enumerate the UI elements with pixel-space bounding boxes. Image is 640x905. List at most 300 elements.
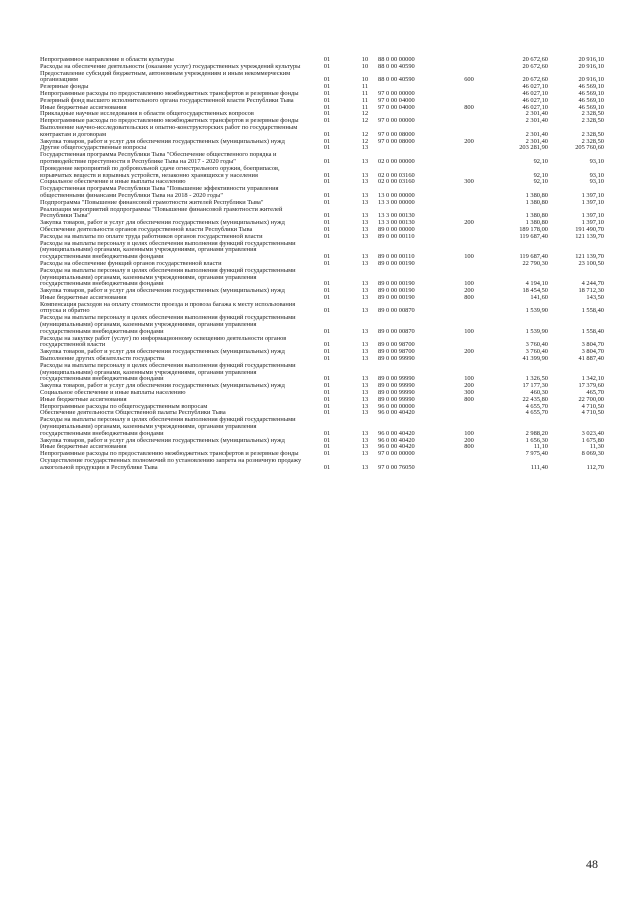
row-amount-year-2: 121 139,70 [575,232,604,240]
row-expense-type-code: 200 [464,219,474,227]
row-section-code: 01 [323,395,331,403]
row-name: Непрограммное направление в области культуры [40,56,174,63]
row-amount-year-1: 46 027,10 [522,103,548,111]
row-expense-type-code [450,410,488,417]
row-subsection-code: 13 [361,157,369,165]
row-section-code: 01 [323,307,331,315]
row-expense-type-code [450,404,488,411]
row-name: Иные бюджетные ассигнования [40,443,127,451]
row-subsection-code: 13 [361,253,369,261]
row-amount-year-2: 4 710,50 [581,409,604,417]
row-section-code: 01 [323,62,331,70]
row-amount-year-1: 3 760,40 [525,348,548,356]
row-target-article-code: 13 3 00 00130 [378,212,415,220]
row-section-code: 01 [323,96,331,104]
row-amount-year-1: 119 687,40 [519,253,548,261]
row-amount-year-2: 1 397,10 [581,191,604,199]
row-name: Закупка товаров, работ и услуг для обеспечения государственных (муниципальных) нужд [40,382,285,390]
row-amount-year-2: 93,10 [589,157,604,165]
row-target-article-code: 02 0 00 03160 [378,178,415,186]
row-amount-year-2: 121 139,70 [575,253,604,261]
row-section-code: 01 [323,253,331,261]
row-target-article-code: 89 0 00 00190 [378,259,415,267]
row-subsection-code: 13 [361,436,369,444]
row-subsection-code: 13 [361,348,369,356]
row-expense-type-code [450,451,488,458]
row-target-article-code: 97 0 00 04000 [378,96,415,104]
row-name: Расходы на выплаты персоналу в целях обеспечения выполнения функций государственными (муниципальными) органами, казенными учреждениями, органами управления государственными внебюджетными фондами [40,314,296,335]
table-row [40,125,604,139]
row-subsection-code: 11 [361,89,369,97]
row-section-code: 01 [323,341,331,349]
row-section-code: 01 [323,56,331,63]
row-target-article-code: 89 0 00 00110 [378,232,415,240]
row-amount-year-2: 3 023,40 [581,429,604,437]
row-amount-year-1: 1 380,80 [525,212,548,220]
row-amount-year-1: 92,10 [533,157,548,165]
row-target-article-code: 88 0 00 40590 [378,62,415,70]
row-target-article-code: 89 0 00 00000 [378,225,415,233]
row-section-code: 01 [323,382,331,390]
row-amount-year-2: 11,30 [589,443,604,451]
row-amount-year-2: 191 490,70 [575,225,604,233]
row-section-code: 01 [323,375,331,383]
row-target-article-code: 97 0 00 00000 [378,89,415,97]
row-name: Закупка товаров, работ и услуг для обеспечения государственных (муниципальных) нужд [40,219,285,227]
table-row [40,336,604,350]
row-name: Закупка товаров, работ и услуг для обеспечения государственных (муниципальных) нужд [40,436,285,444]
row-expense-type-code: 100 [464,253,474,261]
row-expense-type-code: 100 [464,327,474,335]
row-amount-year-1: 20 672,60 [522,62,548,70]
row-expense-type-code: 100 [464,280,474,288]
row-amount-year-2: 143,50 [586,293,604,301]
row-target-article-code: 13 3 00 00000 [378,198,415,206]
row-target-article-code: 89 0 00 99990 [378,355,415,363]
row-amount-year-2: 41 887,40 [578,355,604,363]
row-subsection-code: 11 [361,103,369,111]
row-name: Другие общегосударственные вопросы [40,144,147,152]
row-subsection-code: 13 [361,450,369,458]
row-subsection-code: 12 [361,137,369,145]
row-expense-type-code [450,152,488,166]
row-expense-type-code [450,145,488,152]
row-subsection-code: 11 [361,96,369,104]
row-amount-year-2: 20 916,10 [578,56,604,63]
row-section-code: 01 [323,225,331,233]
row-amount-year-2: 8 069,30 [581,450,604,458]
row-amount-year-2: 3 804,70 [581,348,604,356]
row-section-code: 01 [323,219,331,227]
row-name: Иные бюджетные ассигнования [40,293,127,301]
row-amount-year-2: 93,10 [589,171,604,179]
row-target-article-code: 97 0 00 76050 [378,463,415,471]
table-row [40,458,604,472]
row-amount-year-1: 92,10 [533,171,548,179]
row-subsection-code: 10 [361,62,369,70]
row-name: Подпрограмма "Повышение финансовой грамотности жителей Республики Тыва" [40,198,264,206]
row-subsection-code: 12 [361,110,369,118]
row-expense-type-code [450,111,488,118]
row-amount-year-1: 46 027,10 [522,89,548,97]
row-target-article-code: 96 0 00 40420 [378,443,415,451]
row-expense-type-code [450,186,488,200]
row-target-article-code: 89 0 00 00190 [378,287,415,295]
row-target-article-code: 89 0 00 99990 [378,375,415,383]
row-amount-year-2: 1 675,80 [581,436,604,444]
row-expense-type-code [450,336,488,350]
row-expense-type-code: 200 [464,382,474,390]
row-subsection-code: 12 [361,130,369,138]
row-name: Закупка товаров, работ и услуг для обеспечения государственных (муниципальных) нужд [40,287,285,295]
row-expense-type-code: 200 [464,436,474,444]
row-subsection-code: 13 [361,287,369,295]
row-name: Государственная программа Республики Тыва "Обеспечение общественного порядка и противодействие преступности в Республике Тыва на 2017 - 2020 годы" [40,151,277,165]
row-section-code: 01 [323,463,331,471]
row-section-code: 01 [323,287,331,295]
row-amount-year-1: 4 655,70 [525,409,548,417]
row-amount-year-1: 22 790,30 [522,259,548,267]
row-expense-type-code [450,64,488,71]
row-section-code: 01 [323,212,331,220]
table-row [40,315,604,335]
row-target-article-code: 02 0 00 03160 [378,171,415,179]
row-amount-year-1: 1 539,90 [525,307,548,315]
row-name: Расходы на выплаты персоналу в целях обеспечения выполнения функций государственными (муниципальными) органами, казенными учреждениями, органами управления государственными внебюджетными фондами [40,361,296,383]
row-subsection-code: 13 [361,307,369,315]
row-subsection-code: 10 [361,76,369,84]
row-section-code: 01 [323,355,331,363]
row-name: Расходы на выплаты по оплате труда работников органов государственной власти [40,232,263,240]
table-row [40,363,604,383]
row-expense-type-code: 200 [464,348,474,356]
row-expense-type-code: 800 [464,443,474,451]
row-amount-year-2: 3 804,70 [581,341,604,349]
row-amount-year-2: 18 712,30 [578,287,604,295]
row-amount-year-2: 1 342,10 [581,375,604,383]
row-target-article-code: 89 0 00 00110 [378,253,415,261]
row-subsection-code: 12 [361,117,369,125]
row-target-article-code: 89 0 00 00870 [378,307,415,315]
row-section-code: 01 [323,117,331,125]
row-expense-type-code [450,84,488,91]
row-amount-year-1: 1 539,90 [525,327,548,335]
row-subsection-code: 13 [361,225,369,233]
table-row [40,71,604,85]
row-expense-type-code [450,234,488,241]
row-section-code: 01 [323,191,331,199]
row-amount-year-1: 1 380,80 [525,219,548,227]
row-target-article-code: 89 0 00 00190 [378,293,415,301]
row-target-article-code: 97 0 00 04000 [378,103,415,111]
row-name: Расходы на выплаты персоналу в целях обеспечения выполнения функций государственными (муниципальными) органами, казенными учреждениями, органами управления государственными внебюджетными фондами [40,239,296,261]
row-target-article-code: 97 0 00 08000 [378,137,415,145]
row-amount-year-2: 93,10 [589,178,604,186]
row-amount-year-1: 20 672,60 [522,56,548,63]
row-amount-year-2: 2 328,50 [581,137,604,145]
row-expense-type-code: 800 [464,395,474,403]
row-amount-year-1: 22 435,80 [522,395,548,403]
row-name: Расходы на выплаты персоналу в целях обеспечения выполнения функций государственными (муниципальными) органами, казенными учреждениями, органами управления государственными внебюджетными фондами [40,266,296,288]
row-expense-type-code [450,261,488,268]
row-expense-type-code: 300 [464,389,474,397]
row-target-article-code: 96 0 00 40420 [378,436,415,444]
row-subsection-code: 13 [361,178,369,186]
row-expense-type-code: 100 [464,375,474,383]
row-expense-type-code [450,166,488,180]
row-expense-type-code [450,458,488,472]
row-section-code: 01 [323,348,331,356]
row-section-code: 01 [323,198,331,206]
row-subsection-code: 13 [361,463,369,471]
row-expense-type-code [450,227,488,234]
row-section-code: 01 [323,144,331,152]
row-amount-year-1: 189 178,00 [519,225,548,233]
row-expense-type-code [450,302,488,316]
row-target-article-code: 96 0 00 00000 [378,402,415,410]
row-amount-year-1: 7 975,40 [525,450,548,458]
page-number: 48 [586,857,598,871]
row-amount-year-2: 46 569,10 [578,89,604,97]
row-name: Обеспечение деятельности органов государственной власти Республики Тыва [40,225,253,233]
row-amount-year-2: 465,70 [586,389,604,397]
row-name: Расходы на обеспечение деятельности (оказание услуг) государственных учреждений культуры [40,62,301,70]
row-subsection-code: 13 [361,382,369,390]
row-target-article-code: 89 0 00 00870 [378,327,415,335]
row-expense-type-code: 300 [464,178,474,186]
row-target-article-code: 97 0 00 00000 [378,450,415,458]
row-target-article-code: 13 3 00 00130 [378,219,415,227]
row-name: Резервный фонд высшего исполнительного органа государственной власти Республики Тыва [40,96,294,104]
row-amount-year-2: 20 916,10 [578,76,604,84]
row-amount-year-1: 3 760,40 [525,341,548,349]
row-amount-year-1: 1 326,50 [525,375,548,383]
row-section-code: 01 [323,402,331,410]
row-target-article-code: 96 0 00 40420 [378,429,415,437]
row-subsection-code: 13 [361,219,369,227]
table-row [40,166,604,180]
row-amount-year-1: 20 672,60 [522,76,548,84]
row-subsection-code: 13 [361,409,369,417]
row-subsection-code: 13 [361,171,369,179]
row-name: Выполнение других обязательств государства [40,355,165,363]
row-name: Закупка товаров, работ и услуг для обеспечения государственных (муниципальных) нужд [40,137,285,145]
row-expense-type-code [450,207,488,221]
row-name: Проведение мероприятий по добровольной сдаче огнестрельного оружия, боеприпасов, взрывчатых веществ и взрывных устройств, незаконно хранящихся у населения [40,164,280,179]
row-subsection-code: 13 [361,341,369,349]
row-name: Прикладные научные исследования в области общегосударственных вопросов [40,110,254,118]
row-amount-year-1: 46 027,10 [522,96,548,104]
row-subsection-code: 13 [361,429,369,437]
row-section-code: 01 [323,259,331,267]
row-amount-year-1: 141,60 [530,293,548,301]
row-amount-year-1: 111,40 [530,463,548,471]
row-expense-type-code: 200 [464,287,474,295]
row-subsection-code: 13 [361,144,369,152]
row-name: Расходы на обеспечение функций органов государственной власти [40,259,222,267]
table-row [40,268,604,288]
row-amount-year-1: 11,10 [533,443,548,451]
row-subsection-code: 13 [361,395,369,403]
row-section-code: 01 [323,450,331,458]
row-amount-year-1: 18 454,50 [522,287,548,295]
row-amount-year-1: 46 027,10 [522,83,548,91]
row-section-code: 01 [323,389,331,397]
row-name: Выполнение научно-исследовательских и опытно-конструкторских работ по государственным контрактам и договорам [40,123,298,138]
row-name: Осуществление государственных полномочий по установлению запрета на розничную продажу алкогольной продукции в Республике Тыва [40,457,302,471]
row-amount-year-1: 2 301,40 [525,117,548,125]
row-expense-type-code: 800 [464,103,474,111]
row-amount-year-2: 4 710,50 [581,402,604,410]
row-target-article-code: 02 0 00 00000 [378,157,415,165]
row-name: Реализация мероприятий подпрограммы "Повышение финансовой грамотности жителей Республики Тыва" [40,205,283,220]
row-section-code: 01 [323,293,331,301]
row-name: Непрограммные расходы по общегосударственным вопросам [40,402,208,410]
row-section-code: 01 [323,443,331,451]
row-expense-type-code [450,91,488,98]
row-section-code: 01 [323,280,331,288]
row-subsection-code: 11 [361,83,369,91]
row-amount-year-1: 2 301,40 [525,110,548,118]
row-expense-type-code [450,200,488,207]
row-amount-year-1: 4 194,10 [525,280,548,288]
row-amount-year-2: 2 328,50 [581,110,604,118]
row-name: Иные бюджетные ассигнования [40,103,127,111]
row-amount-year-2: 112,70 [586,463,604,471]
row-subsection-code: 13 [361,389,369,397]
row-amount-year-1: 2 988,20 [525,429,548,437]
row-name: Расходы на выплаты персоналу в целях обеспечения выполнения функций государственными (муниципальными) органами, казенными учреждениями, органами управления государственными внебюджетными фондами [40,416,296,437]
row-amount-year-1: 460,30 [530,389,548,397]
row-name: Непрограммные расходы по предоставлению межбюджетных трансфертов и резервные фонды [40,89,299,97]
row-name: Обеспечение деятельности Общественной палаты Республики Тыва [40,409,226,417]
row-amount-year-1: 41 399,90 [522,355,548,363]
budget-table [40,57,604,472]
row-subsection-code: 13 [361,198,369,206]
row-section-code: 01 [323,130,331,138]
row-target-article-code: 88 0 00 00000 [378,56,415,63]
row-name: Непрограммные расходы по предоставлению межбюджетных трансфертов и резервные фонды [40,450,299,458]
row-target-article-code: 89 0 00 98700 [378,348,415,356]
table-row [40,302,604,316]
row-expense-type-code [450,57,488,64]
row-amount-year-1: 1 380,80 [525,191,548,199]
row-name: Государственная программа Республики Тыва "Повышение эффективности управления общественными финансами Республики Тыва на 2018 - 2020 годы" [40,185,279,199]
table-row [40,152,604,166]
row-target-article-code [378,145,450,152]
row-expense-type-code [450,118,488,125]
row-name: Социальное обеспечение и иные выплаты населению [40,389,186,397]
row-subsection-code: 13 [361,355,369,363]
row-subsection-code: 13 [361,280,369,288]
table-row [40,417,604,437]
row-expense-type-code [450,356,488,363]
row-amount-year-2: 1 397,10 [581,212,604,220]
row-section-code: 01 [323,110,331,118]
row-target-article-code: 89 0 00 98700 [378,341,415,349]
row-amount-year-1: 119 687,40 [519,232,548,240]
row-section-code: 01 [323,89,331,97]
row-subsection-code: 13 [361,402,369,410]
row-section-code: 01 [323,232,331,240]
row-section-code: 01 [323,171,331,179]
row-name: Непрограммные расходы по предоставлению межбюджетных трансфертов и резервные фонды [40,117,299,125]
row-amount-year-2: 20 916,10 [578,62,604,70]
row-subsection-code: 13 [361,232,369,240]
row-amount-year-2: 23 100,50 [578,259,604,267]
row-target-article-code: 89 0 00 99990 [378,389,415,397]
row-name: Предоставление субсидий бюджетным, автономным учреждениям и иным некоммерческим организациям [40,69,291,84]
row-amount-year-2: 4 244,70 [581,280,604,288]
row-section-code: 01 [323,137,331,145]
row-amount-year-2: 1 558,40 [581,327,604,335]
row-name: Закупка товаров, работ и услуг для обеспечения государственных (муниципальных) нужд [40,348,285,356]
row-section-code: 01 [323,429,331,437]
row-expense-type-code: 200 [464,137,474,145]
row-section-code: 01 [323,76,331,84]
row-amount-year-2: 205 760,60 [575,144,604,152]
row-amount-year-2: 46 569,10 [578,103,604,111]
row-amount-year-2: 1 558,40 [581,307,604,315]
row-name: Иные бюджетные ассигнования [40,395,127,403]
row-expense-type-code: 600 [464,76,474,84]
row-name: Расходы на закупку работ (услуг) по информационному освещению деятельности органов государственной власти [40,334,287,349]
row-target-article-code: 96 0 00 40420 [378,409,415,417]
row-amount-year-1: 92,10 [533,178,548,186]
row-amount-year-2: 46 569,10 [578,96,604,104]
row-amount-year-1: 2 301,40 [525,130,548,138]
row-subsection-code: 13 [361,212,369,220]
row-subsection-code: 13 [361,327,369,335]
row-section-code: 01 [323,436,331,444]
row-amount-year-2: 22 700,00 [578,395,604,403]
row-target-article-code: 89 0 00 99990 [378,395,415,403]
row-amount-year-2: 1 397,10 [581,198,604,206]
row-subsection-code: 13 [361,259,369,267]
row-amount-year-2: 46 569,10 [578,83,604,91]
row-expense-type-code: 800 [464,293,474,301]
row-subsection-code: 13 [361,375,369,383]
row-amount-year-1: 17 177,30 [522,382,548,390]
row-target-article-code: 88 0 00 40590 [378,76,415,84]
row-expense-type-code [450,125,488,139]
row-subsection-code: 10 [361,56,369,63]
row-amount-year-2: 17 379,60 [578,382,604,390]
row-amount-year-2: 2 328,50 [581,130,604,138]
row-section-code: 01 [323,327,331,335]
row-expense-type-code: 100 [464,429,474,437]
row-target-article-code: 89 0 00 99990 [378,382,415,390]
row-amount-year-1: 1 380,80 [525,198,548,206]
table-row [40,207,604,221]
row-target-article-code: 97 0 00 00000 [378,117,415,125]
row-target-article-code: 13 0 00 00000 [378,191,415,199]
row-section-code: 01 [323,157,331,165]
row-subsection-code: 13 [361,293,369,301]
row-target-article-code: 89 0 00 00190 [378,280,415,288]
row-name: Компенсация расходов на оплату стоимости проезда и провоза багажа к месту использования отпуска и обратно [40,300,296,315]
row-amount-year-2: 2 328,50 [581,117,604,125]
row-section-code: 01 [323,178,331,186]
row-name: Социальное обеспечение и иные выплаты населению [40,178,186,186]
row-section-code: 01 [323,103,331,111]
row-amount-year-1: 203 281,90 [519,144,548,152]
budget-table-body [40,57,604,472]
row-amount-year-1: 2 301,40 [525,137,548,145]
table-row [40,186,604,200]
row-amount-year-1: 1 656,30 [525,436,548,444]
row-section-code: 01 [323,409,331,417]
